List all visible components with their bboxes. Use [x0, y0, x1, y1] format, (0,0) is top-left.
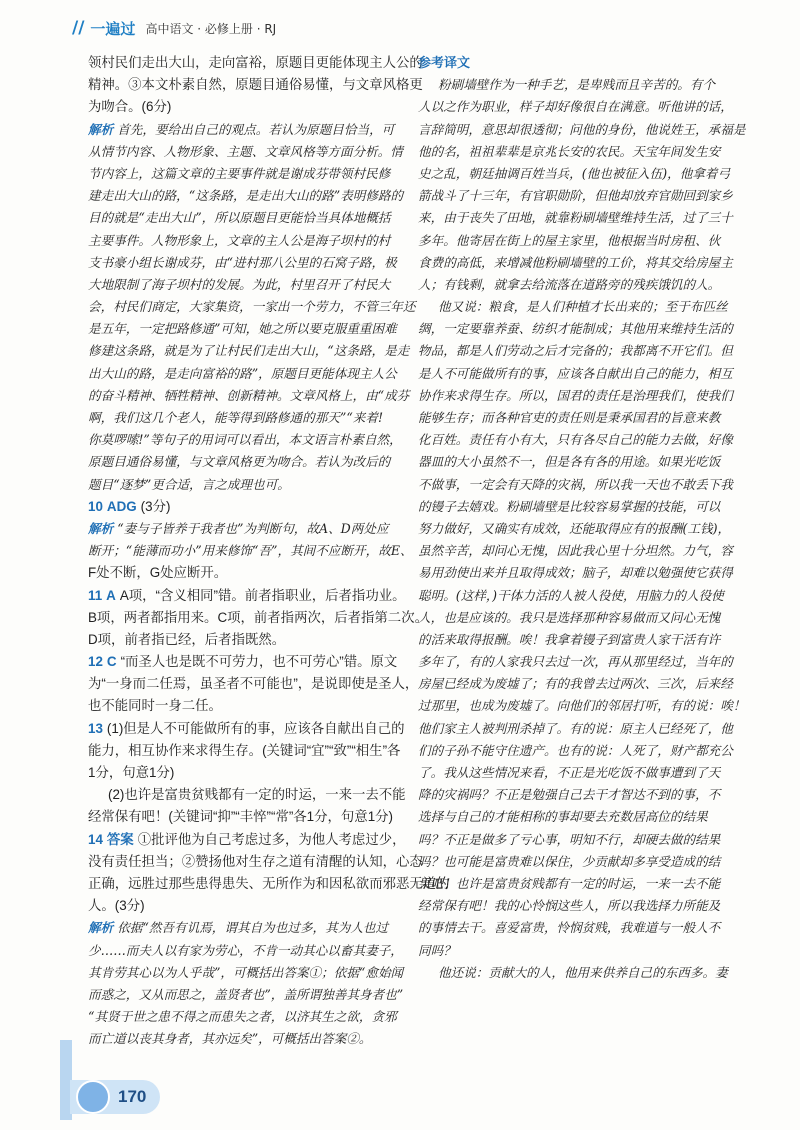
line-text: 依据“然吾有讥焉，谓其自为也过多，其为人也过 — [117, 920, 389, 936]
line-text: F处不断，G处应断开。 — [88, 565, 228, 581]
left-line — [88, 52, 423, 74]
line-text: (1)但是人不可能做所有的事，应该各自献出自己的 — [106, 720, 405, 736]
right-line — [418, 363, 752, 385]
line-text: 的事情去干。喜爱富贵，怜悯贫贱，我难道与一般人不 — [418, 920, 721, 936]
right-line — [418, 74, 752, 96]
line-text: 他的名，祖祖辈辈是京兆长安的农民。天宝年间发生安 — [418, 143, 721, 159]
left-line — [88, 429, 402, 451]
left-line — [88, 917, 396, 939]
left-line — [88, 695, 396, 717]
line-text: 是人不可能做所有的事，应该各自献出自己的能力，相互 — [418, 365, 733, 381]
line-text: 易用劲使出来并且取得成效；脑子，却难以勉强使它获得 — [418, 565, 733, 581]
right-line — [418, 562, 752, 584]
left-line — [88, 673, 419, 695]
line-text: 人；有钱剩，就拿去给流落在道路旁的残疾饿饥的人。 — [418, 276, 721, 292]
right-line — [418, 607, 752, 629]
answer-choice: A — [106, 587, 116, 603]
line-text: 的活来取得报酬。唉！我拿着镘子到富贵人家干活有许 — [418, 631, 721, 647]
left-line — [88, 119, 396, 141]
right-line — [418, 296, 752, 318]
line-text: 选择与自己的才能相称的事却要去充数居高位的结果 — [418, 809, 708, 825]
left-line — [88, 829, 406, 851]
left-line — [88, 163, 396, 185]
line-text: 的镘子去嬉戏。粉刷墙壁是比较容易掌握的技能，可以 — [418, 498, 721, 514]
right-line — [418, 474, 752, 496]
header-slash-icon: // — [72, 18, 85, 38]
right-line — [418, 451, 752, 473]
right-line — [418, 252, 752, 274]
left-line — [88, 851, 423, 873]
right-line — [418, 962, 752, 984]
line-text: 他们家主人被判刑杀掉了。有的说：原主人已经死了，他 — [418, 720, 733, 736]
question-number: 12 — [88, 654, 103, 670]
line-text: 1分，句意1分) — [88, 765, 175, 780]
right-line — [418, 429, 752, 451]
left-line — [88, 363, 396, 385]
line-text: 会，村民们商定，大家集资，一家出一个劳力，不管三年还 — [88, 299, 416, 315]
left-line — [88, 984, 404, 1006]
line-text: 出大山的路，是走向富裕的路”，原题目更能体现主人公 — [88, 365, 397, 381]
line-text: 节内容上，这篇文章的主要事件就是谢成芬带领村民修 — [88, 165, 391, 181]
right-line — [418, 407, 752, 429]
left-line — [88, 806, 396, 828]
right-line — [418, 806, 752, 828]
right-line — [418, 673, 752, 695]
line-text: 他还说：贡献大的人，他用来供养自己的东西多。妻 — [438, 964, 728, 980]
right-line — [418, 873, 752, 895]
line-text: “而圣人也是既不可劳力，也不可劳心”错。原文 — [120, 654, 398, 670]
line-text: ①批评他为自己考虑过多，为他人考虑过少， — [137, 831, 406, 847]
right-line — [418, 740, 752, 762]
answer-choice: ADG — [106, 498, 137, 514]
line-text: 来，由于丧失了田地，就靠粉刷墙壁维持生活，过了三十 — [418, 210, 733, 226]
right-line — [418, 829, 752, 851]
question-number: 13 — [88, 720, 103, 736]
right-line — [418, 385, 752, 407]
analysis-label: 解析 — [88, 122, 114, 137]
left-line — [88, 895, 396, 917]
right-line — [418, 917, 752, 939]
right-line — [418, 119, 752, 141]
header-subtitle: 高中语文 · 必修上册 · RJ — [145, 21, 277, 36]
line-text: 协作来求得生存。所以，国君的责任是治理我们，使我们 — [418, 387, 733, 403]
line-text: 主要事件。人物形象上，文章的主人公是海子坝村的村 — [88, 232, 391, 248]
right-line — [418, 651, 752, 673]
line-text: 虽然辛苦，却问心无愧，因此我心里十分坦然。力气，容 — [418, 543, 733, 559]
line-text: 多年。他寄居在街上的屋主家里，他根据当时房租、伙 — [418, 232, 721, 248]
line-text: 绸，一定要靠养蚕、纺织才能制成；其他用来维持生活的 — [418, 321, 733, 337]
answer-label: 答案 — [106, 831, 134, 847]
right-line — [418, 207, 752, 229]
line-text: 他又说：粮食，是人们种植才长出来的；至于布匹丝 — [438, 299, 728, 315]
line-text: 器皿的大小虽然不一，但是各有各的用途。如果光吃饭 — [418, 454, 721, 470]
left-line — [88, 762, 396, 784]
translation-title: 参考译文 — [418, 55, 471, 70]
right-line — [418, 274, 752, 296]
page-number: 170 — [118, 1087, 147, 1106]
line-text: 粉刷墙壁作为一种手艺，是卑贱而且辛苦的。有个 — [438, 77, 716, 93]
left-line — [88, 385, 410, 407]
right-line — [418, 940, 752, 962]
line-text: 修建这条路，就是为了让村民们走出大山，“这条路，是走 — [88, 343, 410, 359]
line-text: 食费的高低，来增减他粉刷墙壁的工价，将其交给房屋主 — [418, 254, 733, 270]
right-line — [418, 718, 752, 740]
line-text: 为“一身而二任焉，虽圣者不可能也”，是说即使是圣人， — [88, 676, 419, 692]
right-line — [418, 163, 752, 185]
left-line — [88, 718, 405, 740]
left-line — [88, 740, 401, 762]
line-text: 首先，要给出自己的观点。若认为原题目恰当，可 — [117, 121, 395, 137]
mascot-icon — [76, 1080, 110, 1114]
line-text: 人以之作为职业，样子却好像很自在满意。听他讲的话， — [418, 99, 733, 115]
left-line — [88, 207, 396, 229]
line-text: 原题目通俗易懂，与文章风格更为吻合。若认为改后的 — [88, 454, 391, 470]
left-line — [88, 1006, 396, 1028]
left-line — [88, 230, 396, 252]
line-text: 吗？不正是做多了亏心事，明知不行，却硬去做的结果 — [418, 831, 721, 847]
line-text: 们的子孙不能守住遗产。也有的说：人死了，财产都充公 — [418, 742, 733, 758]
line-text: D项，前者指已经，后者指既然。 — [88, 631, 286, 647]
question-number: 10 — [88, 498, 103, 514]
right-line — [418, 230, 752, 252]
answer-choice: C — [106, 654, 117, 670]
left-line — [88, 940, 403, 962]
right-line — [418, 540, 752, 562]
left-line — [88, 185, 404, 207]
left-line — [88, 496, 396, 518]
right-line — [418, 695, 752, 717]
right-line — [418, 340, 752, 362]
page-number-badge — [70, 1080, 160, 1114]
line-text: 大地限制了海子坝村的发展。为此，村里召开了村民大 — [88, 276, 391, 292]
line-text: 目的就是“走出大山”，所以原题目更能恰当具体地概括 — [88, 210, 391, 226]
line-text: 能够生存；而各种官吏的责任则是秉承国君的旨意来教 — [418, 410, 721, 425]
left-line — [88, 274, 396, 296]
line-text: 精神。③本文朴素自然，原题目通俗易懂，与文章风格更 — [88, 77, 423, 93]
line-text: 少……而夫人以有家为劳心，不肯一动其心以畜其妻子， — [88, 942, 403, 958]
line-text: 降的灾祸吗？不正是勉强自己去干才智达不到的事，不 — [418, 787, 721, 803]
line-text: 物品，都是人们劳动之后才完备的；我都离不开它们。但 — [418, 343, 733, 359]
line-text: “妻与子皆养于我者也”为判断句，故A、D两处应 — [117, 520, 389, 536]
line-text: “其贤于世之患不得之而患失之者，以济其生之欲，贪邪 — [88, 1009, 397, 1025]
line-text: 过那里，也成为废墟了。向他们的邻居打听，有的说：唉！ — [418, 698, 746, 714]
page-header — [72, 14, 752, 42]
left-line — [88, 318, 396, 340]
line-text: 领村民们走出大山，走向富裕，原题目更能体现主人公的 — [88, 55, 423, 70]
left-line — [88, 585, 406, 607]
left-line — [88, 651, 396, 673]
line-text: 人，也是应该的。我只是选择那种容易做而又问心无愧 — [418, 609, 721, 625]
line-text: 多年了，有的人家我只去过一次，再从那里经过，当年的 — [418, 654, 733, 670]
line-text: 聪明。(这样，)干体力活的人被人役使，用脑力的人役使 — [418, 587, 724, 603]
line-text: 了。我从这些情况来看，不正是光吃饭不做事遭到了天 — [418, 765, 721, 780]
line-text: 化百姓。责任有小有大，只有各尽自己的能力去做，好像 — [418, 432, 733, 448]
left-line — [88, 407, 396, 429]
line-text: 而亡道以丧其身者，其亦远矣”，可概括出答案②。 — [88, 1031, 372, 1047]
left-line — [88, 296, 416, 318]
line-text: 努力做好，又确实有成效，还能取得应有的报酬(工钱)， — [418, 520, 731, 536]
line-text: 果吧！也许是富贵贫贱都有一定的时运，一来一去不能 — [418, 875, 721, 891]
right-line — [418, 851, 752, 873]
left-line — [88, 629, 396, 651]
line-text: 同吗？ — [418, 942, 456, 958]
line-text: 的奋斗精神、牺牲精神、创新精神。文章风格上，由“成芬 — [88, 387, 410, 403]
line-text: 为吻合。(6分) — [88, 99, 172, 115]
left-line — [88, 252, 396, 274]
left-line — [88, 451, 396, 473]
analysis-label: 解析 — [88, 921, 114, 936]
line-text: 正确，远胜过那些患得患失、无所作为和因私欲而邪恶无道的 — [88, 875, 450, 891]
left-line — [88, 74, 423, 96]
line-text: 其肯劳其心以为人乎哉”，可概括出答案①；依据“愈始闻 — [88, 964, 404, 980]
left-line — [88, 784, 406, 806]
line-text: (2)也许是富贵贫贱都有一定的时运，一来一去不能 — [108, 787, 406, 803]
line-text: 建走出大山的路，“这条路，是走出大山的路”表明修路的 — [88, 188, 404, 204]
left-line — [88, 562, 396, 584]
left-line — [88, 340, 410, 362]
line-text: 而惑之，又从而思之，盖贤者也”，盖所谓独善其身者也” — [88, 986, 404, 1002]
question-number: 14 — [88, 831, 103, 847]
right-line — [418, 185, 752, 207]
line-text: 人。(3分) — [88, 898, 145, 914]
left-line — [88, 962, 404, 984]
line-text: 断开；“能薄而功小”用来修饰“吾”，其间不应断开，故E、 — [88, 543, 413, 559]
right-line — [418, 518, 752, 540]
line-text: 啊，我们这几个老人，能等得到路修通的那天”“来着! — [88, 410, 383, 425]
right-line — [418, 629, 752, 651]
line-text: 房屋已经成为废墟了；有的我曾去过两次、三次，后来经 — [418, 676, 733, 692]
right-line — [418, 762, 752, 784]
right-line — [418, 585, 752, 607]
line-text: 经常保有吧！我的心怜悯这些人，所以我选择力所能及 — [418, 898, 721, 914]
line-text: 言辞简明，意思却很透彻；问他的身份，他说姓王，承福是 — [418, 121, 746, 137]
translation-column — [418, 52, 752, 984]
left-line — [88, 873, 450, 895]
left-line — [88, 141, 403, 163]
line-text: 经常保有吧！(关键词“抑”“丰悴”“常”各1分，句意1分) — [88, 809, 393, 825]
right-line — [418, 318, 752, 340]
line-text: 箭战斗了十三年，有官职勋阶，但他却放弃官勋回到家乡 — [418, 188, 733, 204]
right-line — [418, 496, 752, 518]
analysis-label: 解析 — [88, 521, 114, 536]
header-brand: 一遍过 — [90, 19, 136, 38]
left-line — [88, 607, 428, 629]
line-text: A项，“含义相同”错。前者指职业，后者指功业。 — [119, 587, 406, 603]
question-number: 11 — [88, 587, 103, 603]
left-line — [88, 518, 396, 540]
left-line — [88, 540, 413, 562]
line-text: 支书豪小组长谢成芬，由“进村那八公里的石窝子路，极 — [88, 254, 397, 270]
line-text: (3分) — [140, 498, 171, 514]
line-text: B项，两者都指用来。C项，前者指两次，后者指第二次。 — [88, 609, 428, 625]
line-text: 不做事，一定会有天降的灾祸，所以我一天也不敢丢下我 — [418, 476, 733, 492]
line-text: 题目“逐梦”更合适，言之成理也可。 — [88, 476, 290, 492]
line-text: 你莫啰嗦!”等句子的用词可以看出，本文语言朴素自然， — [88, 432, 402, 448]
right-line — [418, 895, 752, 917]
left-line — [88, 1028, 396, 1050]
line-text: 吗？也可能是富贵难以保住，少贡献却多享受造成的结 — [418, 853, 721, 869]
left-line — [88, 474, 396, 496]
right-line — [418, 141, 752, 163]
line-text: 也不能同时一身二任。 — [88, 698, 222, 714]
line-text: 没有责任担当；②赞扬他对生存之道有清醒的认知，心态 — [88, 853, 423, 869]
line-text: 从情节内容、人物形象、主题、文章风格等方面分析。情 — [88, 143, 403, 159]
line-text: 能力，相互协作来求得生存。(关键词“宜”“致”“相生”各 — [88, 742, 401, 758]
left-line — [88, 96, 396, 118]
right-line — [418, 96, 752, 118]
line-text: 是五年，一定把路修通”可知，她之所以要克服重重困难 — [88, 321, 397, 337]
right-line — [418, 784, 752, 806]
line-text: 史之乱，朝廷抽调百姓当兵，(他也被征入伍)，他拿着弓 — [418, 165, 731, 181]
